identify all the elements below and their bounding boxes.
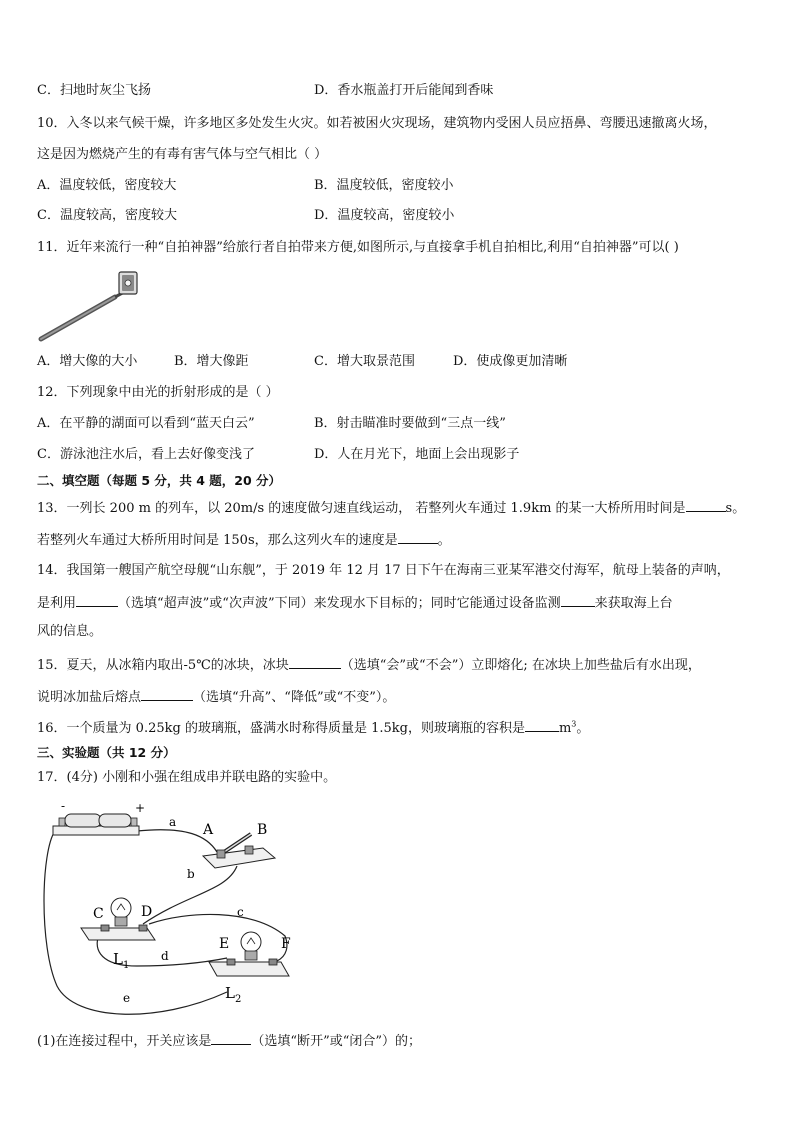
q11-option-d: D．使成像更加清晰 bbox=[453, 354, 568, 369]
lamp-l1-label bbox=[113, 950, 129, 971]
q14-blank-2[interactable] bbox=[561, 593, 595, 607]
q10-stem-line1: 10．入冬以来气候干燥，许多地区多处发生火灾。如若被困火灾现场，建筑物内受困人员应捂鼻、弯腰迅速撤离火场， bbox=[37, 116, 717, 131]
q12-option-c: C．游泳池注水后，看上去好像变浅了 bbox=[37, 447, 255, 462]
q12-option-a: A．在平静的湖面可以看到“蓝天白云” bbox=[37, 416, 255, 431]
battery-plus-label: + bbox=[135, 801, 146, 815]
wire-c bbox=[149, 914, 287, 961]
q10-option-b: B．温度较低，密度较小 bbox=[314, 178, 454, 193]
q17-sub1-blank[interactable] bbox=[211, 1031, 251, 1045]
q17-sub1-text: (1)在连接过程中，开关应该是 bbox=[37, 1034, 212, 1049]
q16-unit: m bbox=[558, 721, 572, 736]
q16-line bbox=[37, 718, 589, 738]
lamp-l2-subscript: 2 bbox=[234, 994, 242, 1005]
wire-e-outer-loop bbox=[44, 831, 230, 1014]
lamp-l1-point-c-label: C bbox=[93, 906, 104, 922]
q9-option-d: D．香水瓶盖打开后能闻到香味 bbox=[314, 83, 494, 98]
q13-line1 bbox=[37, 498, 745, 518]
battery bbox=[53, 814, 139, 835]
q11-option-b: B．增大像距 bbox=[174, 354, 249, 369]
q14-text-a: 是利用 bbox=[37, 596, 77, 611]
q9-option-c: C．扫地时灰尘飞扬 bbox=[37, 83, 151, 98]
q13-blank-2[interactable] bbox=[398, 530, 438, 544]
q14-line2 bbox=[37, 593, 673, 613]
q14-blank-1[interactable] bbox=[76, 593, 118, 607]
lamp-l1-subscript: 1 bbox=[122, 960, 130, 971]
q14-text-b: （选填“超声波”或“次声波”下同）来发现水下目标的；同时它能通过设备监测 bbox=[118, 596, 561, 611]
section-3-heading: 三、实验题（共 12 分） bbox=[37, 745, 176, 760]
q10-option-d: D．温度较高，密度较小 bbox=[314, 208, 455, 223]
q11-option-a: A．增大像的大小 bbox=[37, 354, 138, 369]
q13-text-1-end: s。 bbox=[725, 501, 746, 516]
q11-stem: 11．近年来流行一种“自拍神器”给旅行者自拍带来方便,如图所示,与直接拿手机自拍相比,利用“自拍神器”可以( ) bbox=[37, 240, 679, 255]
selfie-stick-figure bbox=[37, 266, 147, 344]
lamp-l1-point-d-label: D bbox=[141, 904, 153, 920]
q15-line1 bbox=[37, 655, 701, 675]
q16-blank[interactable] bbox=[525, 718, 559, 732]
q14-line1: 14．我国第一艘国产航空母舰“山东舰”，于 2019 年 12 月 17 日下午在海南三亚某军港交付海军，航母上装备的声呐， bbox=[37, 563, 730, 578]
q16-unit-superscript: 3 bbox=[571, 719, 577, 729]
battery-minus-label: - bbox=[61, 799, 66, 813]
q12-option-b: B．射击瞄准时要做到“三点一线” bbox=[314, 416, 506, 431]
switch-point-a-label: A bbox=[203, 822, 214, 838]
lamp-l2-letter: L bbox=[225, 984, 235, 1002]
q14-text-c: 来获取海上台 bbox=[594, 596, 673, 611]
q10-option-c: C．温度较高，密度较大 bbox=[37, 208, 177, 223]
lamp-l2-label bbox=[225, 984, 241, 1005]
q17-sub1 bbox=[37, 1031, 421, 1051]
q15-line2 bbox=[37, 687, 395, 707]
wire-b-label: b bbox=[187, 867, 195, 881]
section-2-heading: 二、填空题（每题 5 分，共 4 题，20 分） bbox=[37, 473, 282, 488]
q12-option-d: D．人在月光下，地面上会出现影子 bbox=[314, 447, 520, 462]
switch bbox=[203, 834, 275, 868]
q16-text: 16．一个质量为 0.25kg 的玻璃瓶，盛满水时称得质量是 1.5kg，则玻璃瓶的容积是 bbox=[37, 721, 525, 736]
circuit-diagram bbox=[37, 796, 299, 1030]
q15-blank-1[interactable] bbox=[289, 655, 341, 669]
q10-option-a: A．温度较低，密度较大 bbox=[37, 178, 177, 193]
wire-c-label: c bbox=[237, 905, 244, 919]
wire-a-label: a bbox=[169, 815, 177, 829]
lamp-l2-point-f-label: F bbox=[281, 936, 291, 952]
wire-e-label: e bbox=[123, 991, 131, 1005]
q14-line3: 风的信息。 bbox=[37, 624, 103, 639]
lamp-l2-point-e-label: E bbox=[219, 936, 230, 952]
q13-line2 bbox=[37, 530, 451, 550]
q15-text-a: 15．夏天，从冰箱内取出-5℃的冰块，冰块 bbox=[37, 658, 289, 673]
q15-text-d: （选填“升高”、“降低”或“不变”）。 bbox=[193, 690, 396, 705]
q15-text-b: （选填“会”或“不会”）立即熔化; 在冰块上加些盐后有水出现， bbox=[340, 658, 701, 673]
q13-text-2: 若整列火车通过大桥所用时间是 150s，那么这列火车的速度是 bbox=[37, 533, 398, 548]
q13-text-2-end: 。 bbox=[437, 533, 451, 548]
q15-text-c: 说明冰加盐后熔点 bbox=[37, 690, 142, 705]
wire-d-label: d bbox=[161, 949, 169, 963]
q13-blank-1[interactable] bbox=[686, 498, 726, 512]
q17-stem: 17．(4分) 小刚和小强在组成串并联电路的实验中。 bbox=[37, 770, 337, 785]
q15-blank-2[interactable] bbox=[141, 687, 193, 701]
q12-stem: 12．下列现象中由光的折射形成的是（ ） bbox=[37, 385, 279, 400]
q11-option-c: C．增大取景范围 bbox=[314, 354, 415, 369]
q13-text-1: 13．一列长 200 m 的列车，以 20m/s 的速度做匀速直线运动， 若整列火车通过 1.9km 的某一大桥所用时间是 bbox=[37, 501, 686, 516]
q17-sub1-text-end: （选填“断开”或“闭合”）的； bbox=[251, 1034, 422, 1049]
lamp-l1-letter: L bbox=[113, 950, 123, 968]
q16-end: 。 bbox=[576, 721, 590, 736]
switch-point-b-label: B bbox=[257, 822, 268, 838]
q10-stem-line2: 这是因为燃烧产生的有毒有害气体与空气相比（ ） bbox=[37, 147, 328, 162]
